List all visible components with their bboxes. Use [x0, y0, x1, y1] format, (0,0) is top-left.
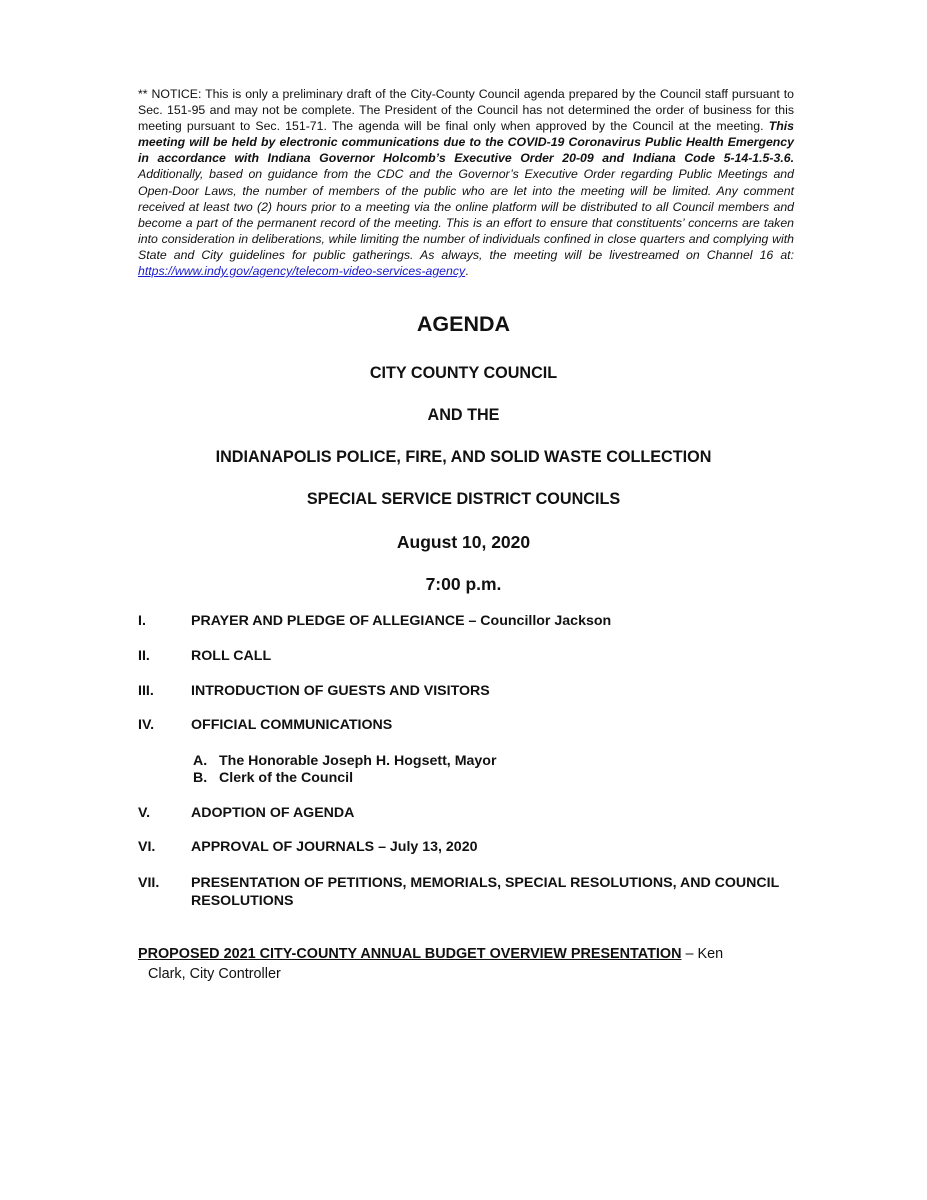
special-districts-heading: SPECIAL SERVICE DISTRICT COUNCILS [306, 490, 621, 508]
item-number: IV. [138, 717, 155, 733]
notice-text: ** NOTICE: This is only a preliminary draft of the City-County Council agenda prepared by the Council staff pursuant to Sec. 151-95 and may not be complete. The President of the Council has not determined the order of business for this meeting pursuant to Sec. 151-71. The agenda will be final only when approved by the Council at the meeting. [138, 87, 794, 134]
item-text: PRESENTATION OF PETITIONS, MEMORIALS, SPECIAL RESOLUTIONS, AND COUNCIL RESOLUTIONS [191, 875, 780, 909]
item-number: III. [138, 683, 154, 699]
meeting-date: August 10, 2020 [396, 532, 531, 552]
budget-presenter-part2: Clark, City Controller [148, 966, 281, 982]
districts-heading: INDIANAPOLIS POLICE, FIRE, AND SOLID WASTE COLLECTION [215, 448, 712, 466]
budget-title: PROPOSED 2021 CITY-COUNTY ANNUAL BUDGET OVERVIEW PRESENTATION [138, 946, 682, 962]
item-number: I. [138, 613, 146, 629]
item-number: VI. [138, 839, 156, 855]
livestream-link[interactable]: https://www.indy.gov/agency/telecom-video-services-agency [138, 264, 466, 279]
subitem-letter: A. [193, 753, 208, 769]
meeting-time: 7:00 p.m. [425, 574, 502, 594]
subitem-letter: B. [193, 770, 208, 786]
item-text: INTRODUCTION OF GUESTS AND VISITORS [191, 683, 490, 699]
notice-guidance-text: Additionally, based on guidance from the CDC and the Governor’s Executive Order regarding Public Meetings and Open-Door Laws, the number of members of the public who are let into the meeting will be limited. Any comment received at least two (2) hours prior to a meeting via the online platform will be distributed to all Council members and become a part of the permanent record of the meeting. This is an effort to ensure that constituents’ concerns are taken into consideration in deliberations, while limiting the number of individuals confined in close quarters and complying with State and City guidelines for public gatherings. As always, the meeting will be livestreamed on Channel 16 at: [138, 167, 794, 262]
budget-presentation [138, 944, 778, 984]
budget-presenter-part1: – Ken [681, 946, 724, 962]
and-the-heading: AND THE [427, 406, 500, 424]
item-text: OFFICIAL COMMUNICATIONS [191, 717, 393, 733]
item-text: PRAYER AND PLEDGE OF ALLEGIANCE – Councillor Jackson [191, 613, 612, 629]
communication-subitem [193, 770, 353, 788]
notice-period: . [465, 264, 469, 279]
preliminary-notice [138, 86, 794, 279]
agenda-title: AGENDA [416, 312, 511, 336]
item-number: II. [138, 648, 150, 664]
item-number: VII. [138, 875, 160, 891]
council-heading: CITY COUNTY COUNCIL [369, 364, 558, 382]
subitem-text: The Honorable Joseph H. Hogsett, Mayor [219, 753, 497, 769]
notice-covid-statement: This meeting will be held by electronic communications due to the COVID-19 Coronavirus Public Health Emergency in accordance with Indiana Governor Holcomb’s Executive Order 20-09 and Indiana Code 5-14-1.5-3.6. [138, 119, 794, 166]
item-text: APPROVAL OF JOURNALS – July 13, 2020 [191, 839, 478, 855]
communication-subitem [193, 753, 496, 771]
subitem-text: Clerk of the Council [219, 770, 354, 786]
item-text: ADOPTION OF AGENDA [191, 805, 355, 821]
item-number: V. [138, 805, 151, 821]
item-text: ROLL CALL [191, 648, 272, 664]
